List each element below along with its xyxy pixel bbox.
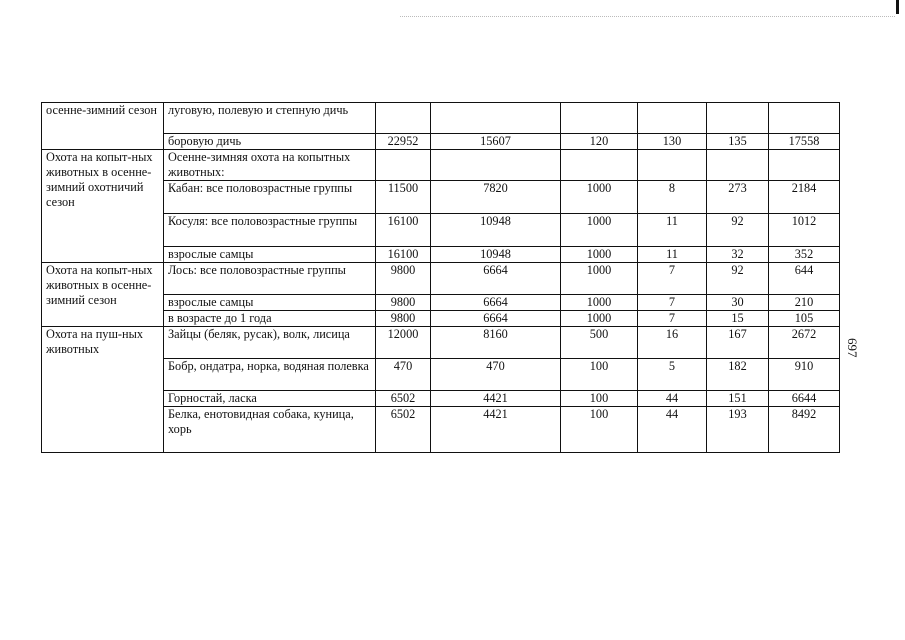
value-cell [707,103,769,134]
value-cell: 8492 [769,407,840,453]
value-cell: 10948 [431,214,561,247]
value-cell: 470 [431,359,561,391]
value-cell: 135 [707,134,769,150]
value-cell: 12000 [376,327,431,359]
value-cell [431,103,561,134]
item-cell: взрослые самцы [164,247,376,263]
value-cell [769,150,840,181]
value-cell: 4421 [431,391,561,407]
item-cell: луговую, полевую и степную дичь [164,103,376,134]
section-cell: Охота на копыт-ных животных в осенне-зимний сезон [42,263,164,327]
table-row [42,263,840,295]
section-cell: Охота на пуш-ных животных [42,327,164,453]
item-cell: в возрасте до 1 года [164,311,376,327]
value-cell: 470 [376,359,431,391]
value-cell: 6644 [769,391,840,407]
value-cell: 1012 [769,214,840,247]
value-cell: 11 [638,214,707,247]
value-cell: 2184 [769,181,840,214]
value-cell: 92 [707,214,769,247]
value-cell: 644 [769,263,840,295]
value-cell: 1000 [561,181,638,214]
scan-edge-mark [896,0,899,14]
table-row [42,103,840,134]
value-cell: 1000 [561,263,638,295]
table-body [42,103,840,453]
value-cell: 9800 [376,311,431,327]
item-cell: Осенне-зимняя охота на копытных животных: [164,150,376,181]
value-cell: 193 [707,407,769,453]
item-cell: Кабан: все половозрастные группы [164,181,376,214]
value-cell: 6664 [431,311,561,327]
value-cell: 100 [561,391,638,407]
value-cell: 32 [707,247,769,263]
value-cell: 10948 [431,247,561,263]
value-cell: 16100 [376,247,431,263]
value-cell: 7 [638,295,707,311]
value-cell: 17558 [769,134,840,150]
item-cell: Белка, енотовидная собака, куница, хорь [164,407,376,453]
value-cell [431,150,561,181]
value-cell: 16 [638,327,707,359]
value-cell: 9800 [376,295,431,311]
value-cell: 30 [707,295,769,311]
value-cell: 130 [638,134,707,150]
value-cell: 210 [769,295,840,311]
value-cell [376,103,431,134]
value-cell: 7 [638,311,707,327]
value-cell: 1000 [561,295,638,311]
value-cell: 8160 [431,327,561,359]
value-cell: 8 [638,181,707,214]
value-cell: 7820 [431,181,561,214]
value-cell: 7 [638,263,707,295]
value-cell: 5 [638,359,707,391]
value-cell: 100 [561,407,638,453]
value-cell: 151 [707,391,769,407]
page-number: 697 [845,338,860,358]
value-cell [769,103,840,134]
table-row [42,150,840,181]
value-cell [561,150,638,181]
value-cell: 120 [561,134,638,150]
value-cell: 16100 [376,214,431,247]
value-cell: 44 [638,391,707,407]
item-cell: Зайцы (беляк, русак), волк, лисица [164,327,376,359]
hunting-quota-table [41,102,840,453]
value-cell: 2672 [769,327,840,359]
value-cell: 11 [638,247,707,263]
section-cell: Охота на копыт-ных животных в осенне-зимний охотничий сезон [42,150,164,263]
value-cell: 6502 [376,407,431,453]
value-cell: 1000 [561,311,638,327]
value-cell: 167 [707,327,769,359]
value-cell: 910 [769,359,840,391]
value-cell: 44 [638,407,707,453]
item-cell: Косуля: все половозрастные группы [164,214,376,247]
item-cell: Лось: все половозрастные группы [164,263,376,295]
value-cell: 15 [707,311,769,327]
value-cell [561,103,638,134]
value-cell: 273 [707,181,769,214]
value-cell: 105 [769,311,840,327]
value-cell [376,150,431,181]
value-cell: 352 [769,247,840,263]
value-cell: 92 [707,263,769,295]
scan-artifact-line [400,16,895,18]
item-cell: боровую дичь [164,134,376,150]
value-cell [638,103,707,134]
value-cell: 100 [561,359,638,391]
value-cell: 9800 [376,263,431,295]
value-cell [638,150,707,181]
table-row [42,327,840,359]
value-cell: 6664 [431,295,561,311]
value-cell: 6502 [376,391,431,407]
item-cell: Горностай, ласка [164,391,376,407]
value-cell: 1000 [561,247,638,263]
value-cell: 15607 [431,134,561,150]
value-cell: 1000 [561,214,638,247]
value-cell: 4421 [431,407,561,453]
value-cell: 500 [561,327,638,359]
value-cell: 11500 [376,181,431,214]
section-cell: осенне-зимний сезон [42,103,164,150]
item-cell: Бобр, ондатра, норка, водяная полевка [164,359,376,391]
value-cell: 6664 [431,263,561,295]
item-cell: взрослые самцы [164,295,376,311]
value-cell [707,150,769,181]
value-cell: 182 [707,359,769,391]
value-cell: 22952 [376,134,431,150]
